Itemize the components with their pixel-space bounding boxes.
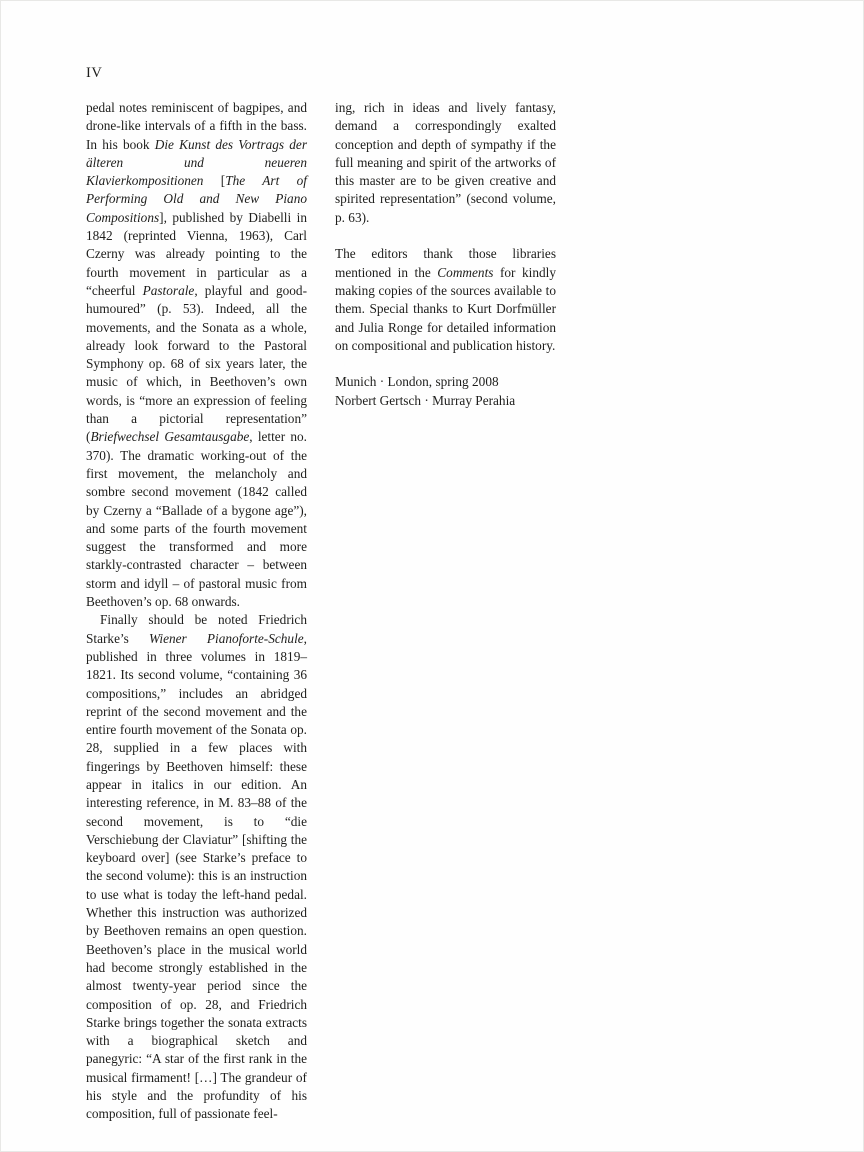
text-columns — [86, 99, 556, 1124]
text-run: , playful and good-humoured” (p. 53). Indeed, all the movements, and the Sonata as a whole, already look forward to the Pastoral Symphony op. 68 of six years later, the music of which, in Beethoven’s own words, is “more an expression of feeling than a pictorial representation” ( — [86, 282, 307, 445]
signature-editors — [335, 392, 556, 410]
text-run: ing, rich in ideas and lively fantasy, demand a correspondingly exalted conception and depth of sympathy if the full meaning and spirit of the artworks of this master are to be given creative and spirited representation” (second volume, p. 63). — [335, 100, 556, 225]
text-run: Munich · London, spring 2008 — [335, 374, 499, 390]
paragraph-starke-schule — [86, 611, 307, 1123]
text-column-left — [86, 99, 307, 1124]
signature-place-date — [335, 373, 556, 391]
text-run: , letter no. 370). The dramatic working-out of the first movement, the melancholy and sombre second movement (1842 called by Czerny a “Ballade of a bygone age”), and some parts of the fourth movement suggest the transformed and more starkly-contrasted character – between storm and idyll – of pastoral music from Beethoven’s op. 68 onwards. — [86, 429, 307, 610]
text-run: pedal notes reminiscent of bagpipes, and drone-like intervals of a fifth in the bass. In his book — [86, 100, 307, 152]
paragraph-continuation — [335, 99, 556, 227]
italic-text-run: Briefwechsel Gesamtausgabe — [90, 429, 250, 445]
italic-text-run: Comments — [437, 264, 494, 280]
italic-text-run: The Art of Performing Old and New Piano Compositions — [86, 173, 307, 225]
page-number: IV — [86, 65, 103, 81]
paragraph-czerny-pastorale — [86, 99, 307, 611]
text-run: , published in three volumes in 1819–1821. Its second volume, “containing 36 compositions,” includes an abridged reprint of the second movement and the entire fourth movement of the Sonata op. 28, supplied in a few places with fingerings by Beethoven himself: these appear in italics in our edition. An interesting reference, in M. 83–88 of the second movement, is to “die Verschiebung der Claviatur” [shifting the keyboard over] (see Starke’s preface to the second volume): this is an instruction to use what is today the left-hand pedal. Whether this instruction was authorized by Beethoven remains an open question. Beethoven’s place in the musical world had become strongly established in the almost twenty-year period since the composition of op. 28, and Friedrich Starke brings together the sonata extracts with a biographical sketch and panegyric: “A star of the first rank in the musical firmament! […] The grandeur of his style and the profundity of his composition, full of passionate feel- — [86, 630, 307, 1122]
text-run: for kindly making copies of the sources available to them. Special thanks to Kurt Dorfmüller and Julia Ronge for detailed information on compositional and publication history. — [335, 264, 556, 353]
text-column-right — [335, 99, 556, 1124]
paragraph-acknowledgements — [335, 245, 556, 355]
italic-text-run: Pastorale — [142, 282, 195, 298]
italic-text-run: Wiener Pianoforte-Schule — [149, 630, 304, 646]
text-run: [ — [203, 173, 226, 189]
text-run: The editors thank those libraries mentioned in the — [335, 246, 556, 280]
italic-text-run: Die Kunst des Vortrags der älteren und neueren Klavierkompositionen — [86, 136, 307, 189]
text-run: Finally should be noted Friedrich Starke’s — [86, 612, 307, 646]
text-run: ], published by Diabelli in 1842 (reprinted Vienna, 1963), Carl Czerny was already pointing to the fourth movement in particular as a “cheerful — [86, 209, 307, 298]
text-run: Norbert Gertsch · Murray Perahia — [335, 392, 516, 408]
